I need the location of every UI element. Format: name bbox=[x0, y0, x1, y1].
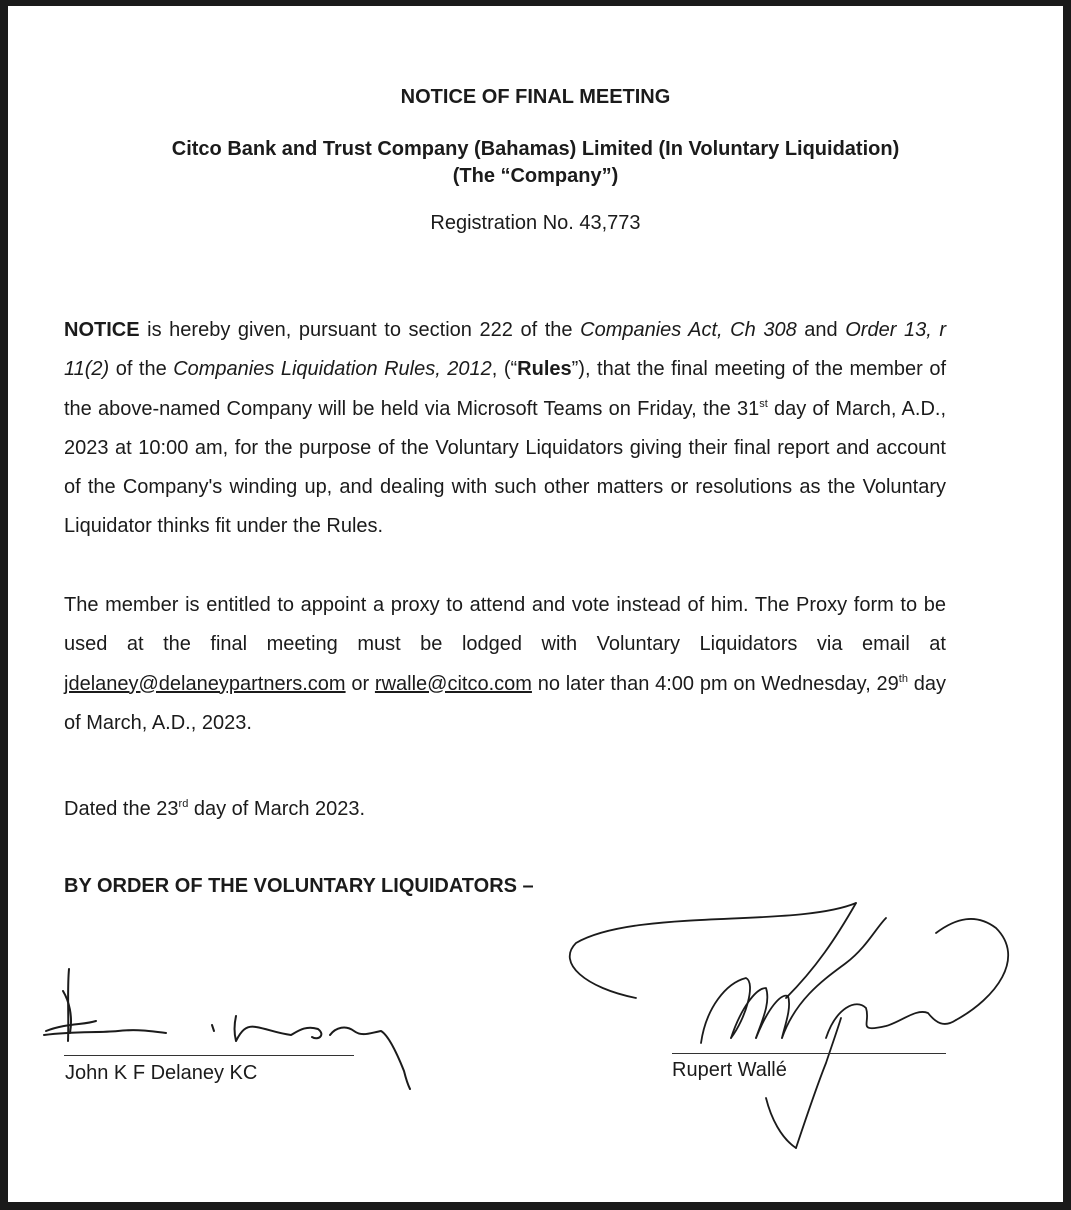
notice-document bbox=[8, 6, 1063, 1202]
order-citation: Order 13, r 11(2) bbox=[64, 319, 947, 381]
company-heading bbox=[8, 136, 1063, 190]
text-segment: The member is entitled to appoint a proxy to attend and vote instead of him. The Proxy form to be used at the final meeting must be lodged with Voluntary Liquidators via email at bbox=[64, 594, 946, 656]
ordinal-suffix: rd bbox=[178, 798, 189, 810]
ordinal-suffix: st bbox=[759, 397, 768, 410]
notice-lead: NOTICE bbox=[64, 319, 140, 341]
notice-paragraph bbox=[64, 311, 946, 547]
proxy-paragraph bbox=[64, 586, 946, 743]
notice-title: NOTICE OF FINAL MEETING bbox=[400, 86, 671, 108]
signatory-walle: Rupert Wallé bbox=[672, 1059, 787, 1081]
signatory-delaney: John K F Delaney KC bbox=[65, 1062, 258, 1084]
dated-line bbox=[64, 798, 365, 821]
rules-citation: Companies Liquidation Rules, 2012 bbox=[173, 358, 492, 381]
text-segment: day of March, A.D., 2023. bbox=[64, 672, 946, 734]
company-alias: (The “Company”) bbox=[452, 165, 619, 187]
ordinal-suffix: th bbox=[898, 672, 908, 685]
email-link-delaney[interactable]: jdelaney@delaneypartners.com bbox=[64, 672, 346, 695]
text-segment: , (“ bbox=[491, 358, 518, 381]
text-segment: ”), that the final meeting of the member of the above-named Company will be held via Microsoft Teams on Friday, the 31 bbox=[64, 358, 947, 420]
signature-line-left bbox=[64, 1055, 354, 1056]
email-link-walle[interactable]: rwalle@citco.com bbox=[374, 672, 532, 695]
text-segment: of the bbox=[109, 358, 174, 381]
signature-line-right bbox=[672, 1053, 946, 1054]
text-segment: or bbox=[345, 672, 375, 695]
text-segment: and bbox=[796, 319, 846, 341]
registration-number: Registration No. 43,773 bbox=[430, 212, 641, 234]
company-name: Citco Bank and Trust Company (Bahamas) Limited (In Voluntary Liquidation) bbox=[171, 138, 900, 160]
text-segment: no later than 4:00 pm on Wednesday, 29 bbox=[531, 672, 899, 695]
act-citation: Companies Act, Ch 308 bbox=[580, 319, 797, 341]
walle-signature bbox=[556, 888, 1016, 1158]
text-segment: is hereby given, pursuant to section 222 of the bbox=[139, 319, 581, 341]
text-segment: day of March 2023. bbox=[188, 798, 366, 820]
text-segment: day of March, A.D., 2023 at 10:00 am, for the purpose of the Voluntary Liquidators giving their final report and account of the Company's winding up, and dealing with such other matters or resolutions as the Voluntary Liquidator thinks fit under the Rules. bbox=[64, 397, 946, 538]
text-segment: Dated the 23 bbox=[64, 798, 179, 820]
order-line: BY ORDER OF THE VOLUNTARY LIQUIDATORS – bbox=[64, 875, 534, 897]
rules-short: Rules bbox=[517, 358, 572, 381]
